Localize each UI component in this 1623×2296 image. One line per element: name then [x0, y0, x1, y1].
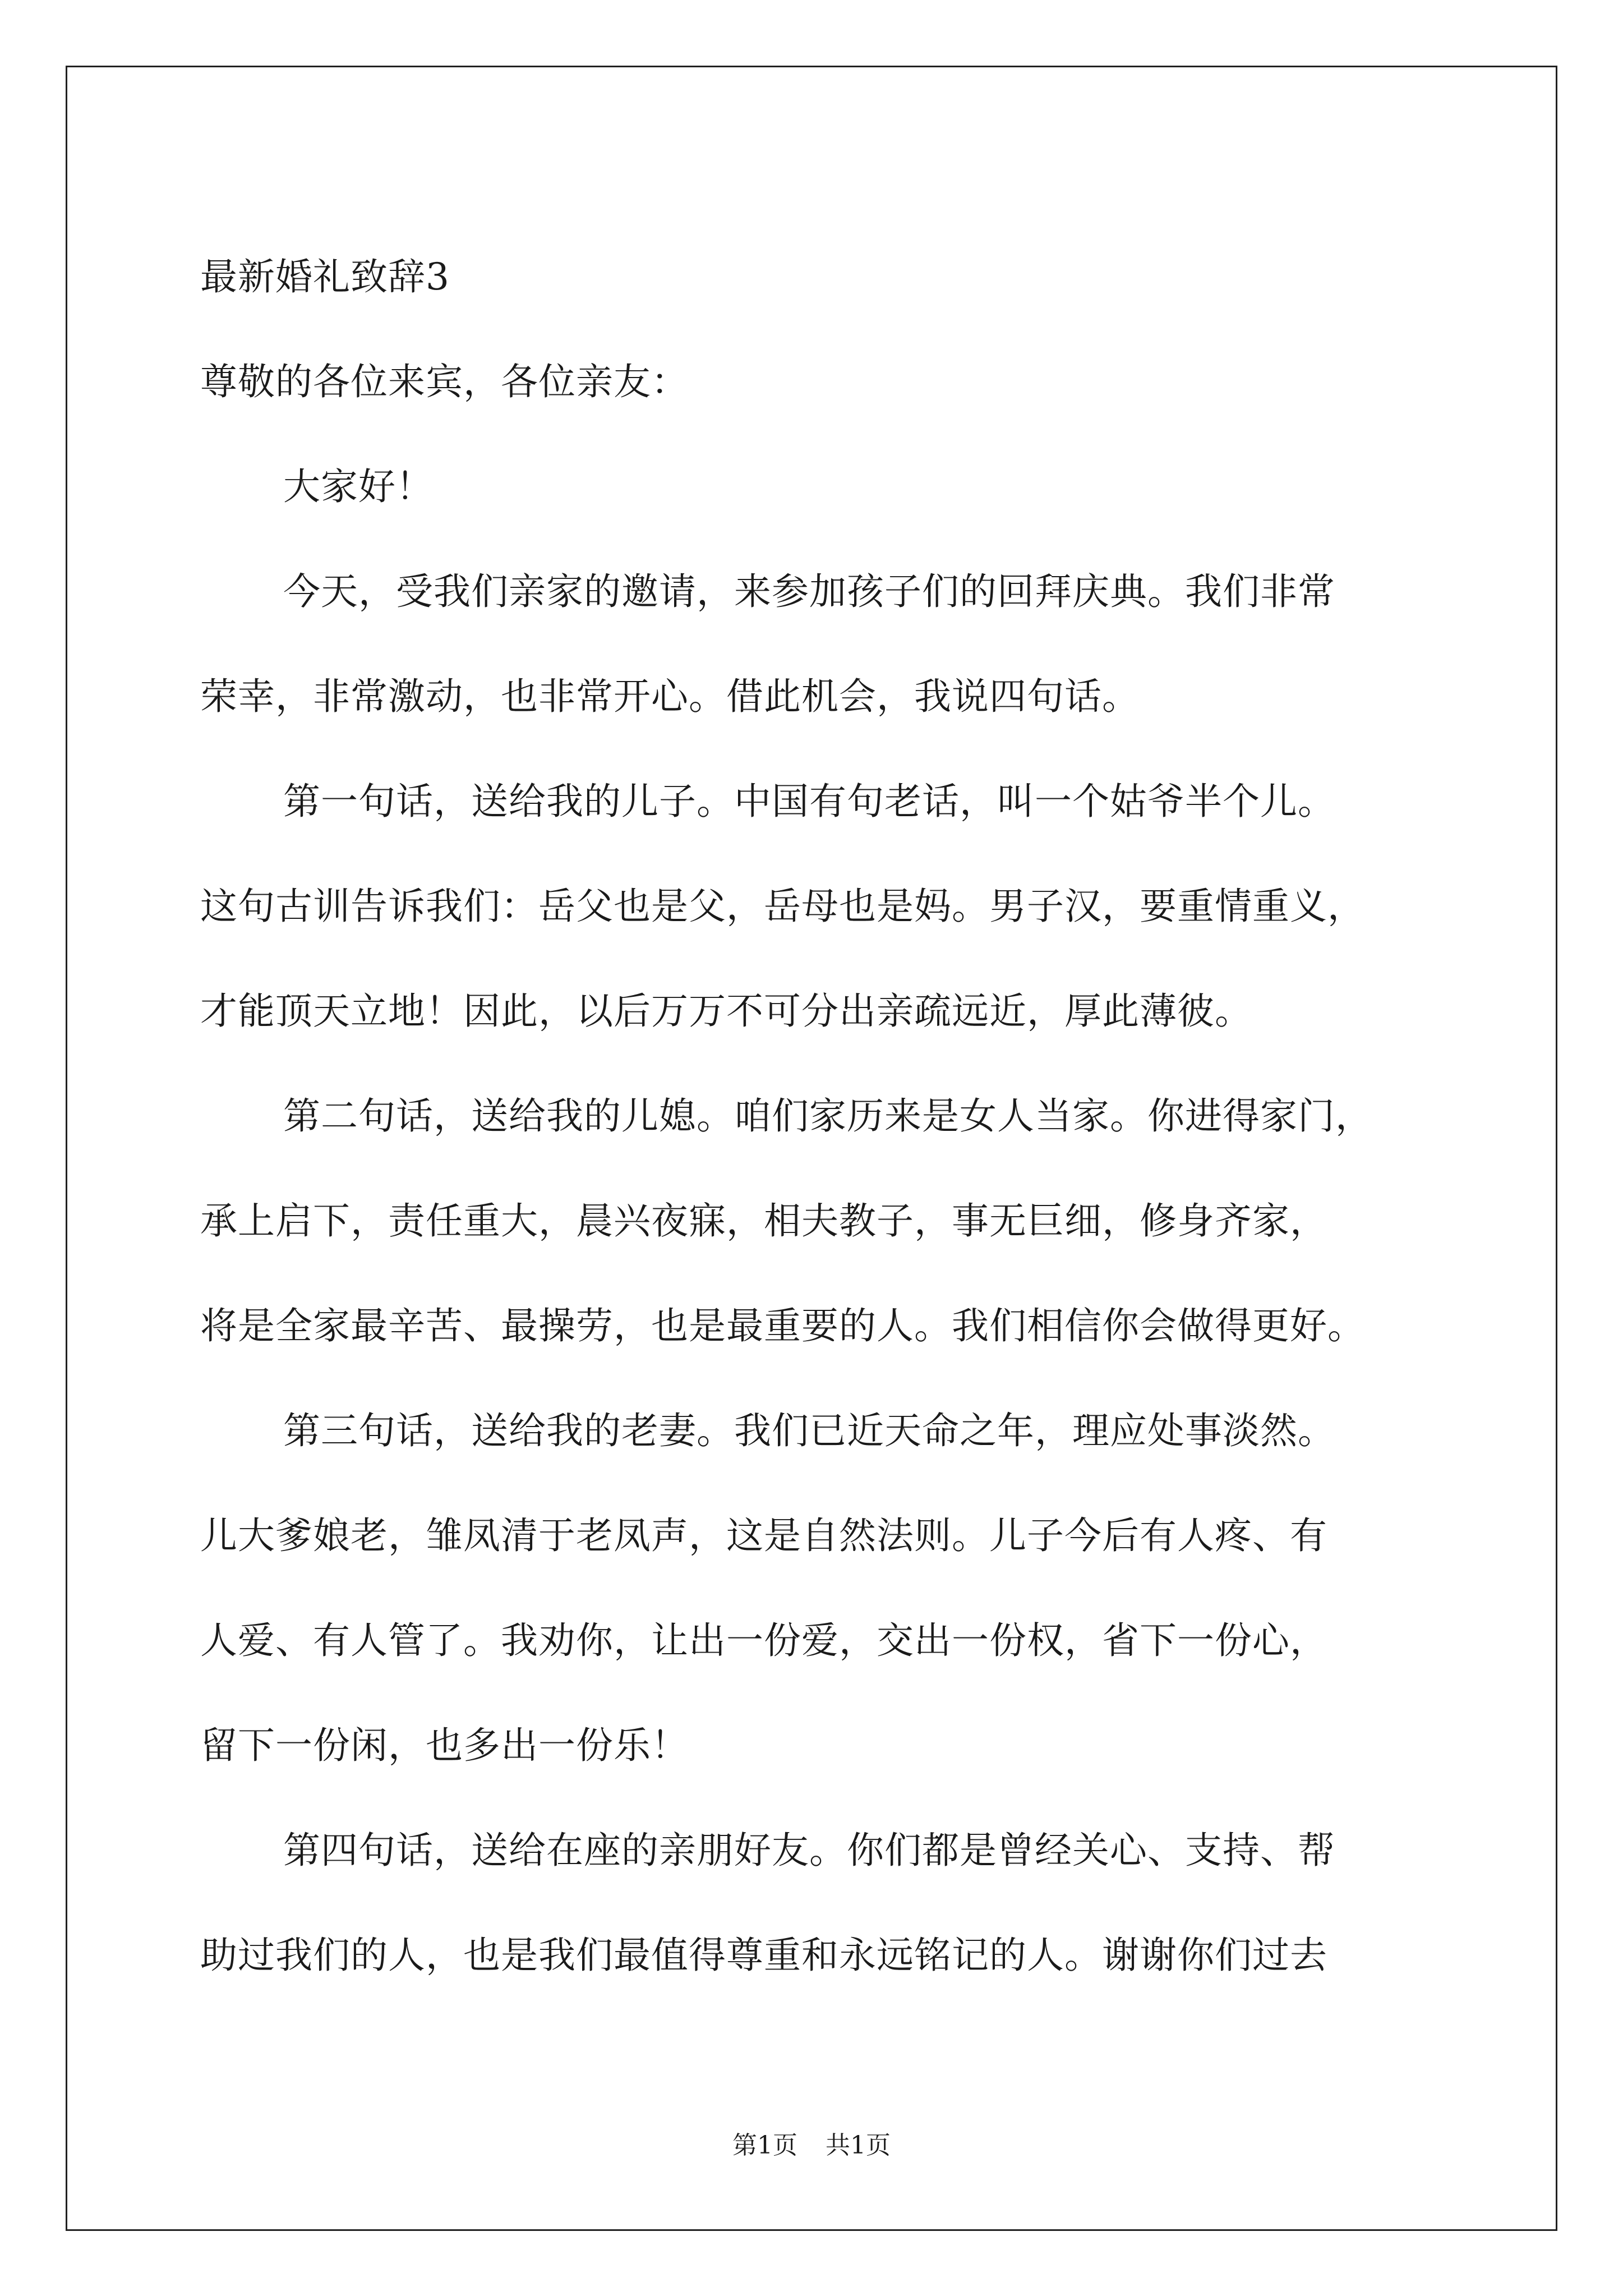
text-line: 留下一份闲，也多出一份乐！: [200, 1724, 689, 1767]
text-line: 今天，受我们亲家的邀请，来参加孩子们的回拜庆典。我们非常: [283, 570, 1335, 613]
text-line: 才能顶天立地！因此，以后万万不可分出亲疏远近，厚此薄彼。: [200, 990, 1252, 1033]
text-line: 承上启下，责任重大，晨兴夜寐，相夫教子，事无巨细，修身齐家，: [200, 1199, 1327, 1243]
text-line: 人爱、有人管了。我劝你，让出一份爱，交出一份权，省下一份心，: [200, 1619, 1327, 1662]
text-line: 儿大爹娘老，雏凤清于老凤声，这是自然法则。儿子今后有人疼、有: [200, 1514, 1327, 1557]
page-footer: [0, 2129, 1623, 2162]
document-body: [200, 224, 1434, 2008]
text-line: 第一句话，送给我的儿子。中国有句老话，叫一个姑爷半个儿。: [283, 780, 1335, 823]
salutation: 尊敬的各位来宾，各位亲友：: [200, 360, 689, 403]
text-line: 第二句话，送给我的儿媳。咱们家历来是女人当家。你进得家门，: [283, 1094, 1373, 1138]
document-title: 最新婚礼致辞3: [200, 255, 450, 298]
text-line: 荣幸，非常激动，也非常开心。借此机会，我说四句话。: [200, 675, 1140, 718]
page-total: 共1页: [826, 2131, 891, 2160]
text-line: 第四句话，送给在座的亲朋好友。你们都是曾经关心、支持、帮: [283, 1829, 1335, 1872]
text-line: 第三句话，送给我的老妻。我们已近天命之年，理应处事淡然。: [283, 1409, 1335, 1452]
text-line: 助过我们的人，也是我们最值得尊重和永远铭记的人。谢谢你们过去: [200, 1934, 1327, 1977]
text-line: 这句古训告诉我们：岳父也是父，岳母也是妈。男子汉，要重情重义，: [200, 885, 1365, 928]
text-line: 将是全家最辛苦、最操劳，也是最重要的人。我们相信你会做得更好。: [200, 1304, 1365, 1347]
page-number: 第1页: [732, 2131, 797, 2160]
greeting: 大家好！: [283, 465, 434, 508]
